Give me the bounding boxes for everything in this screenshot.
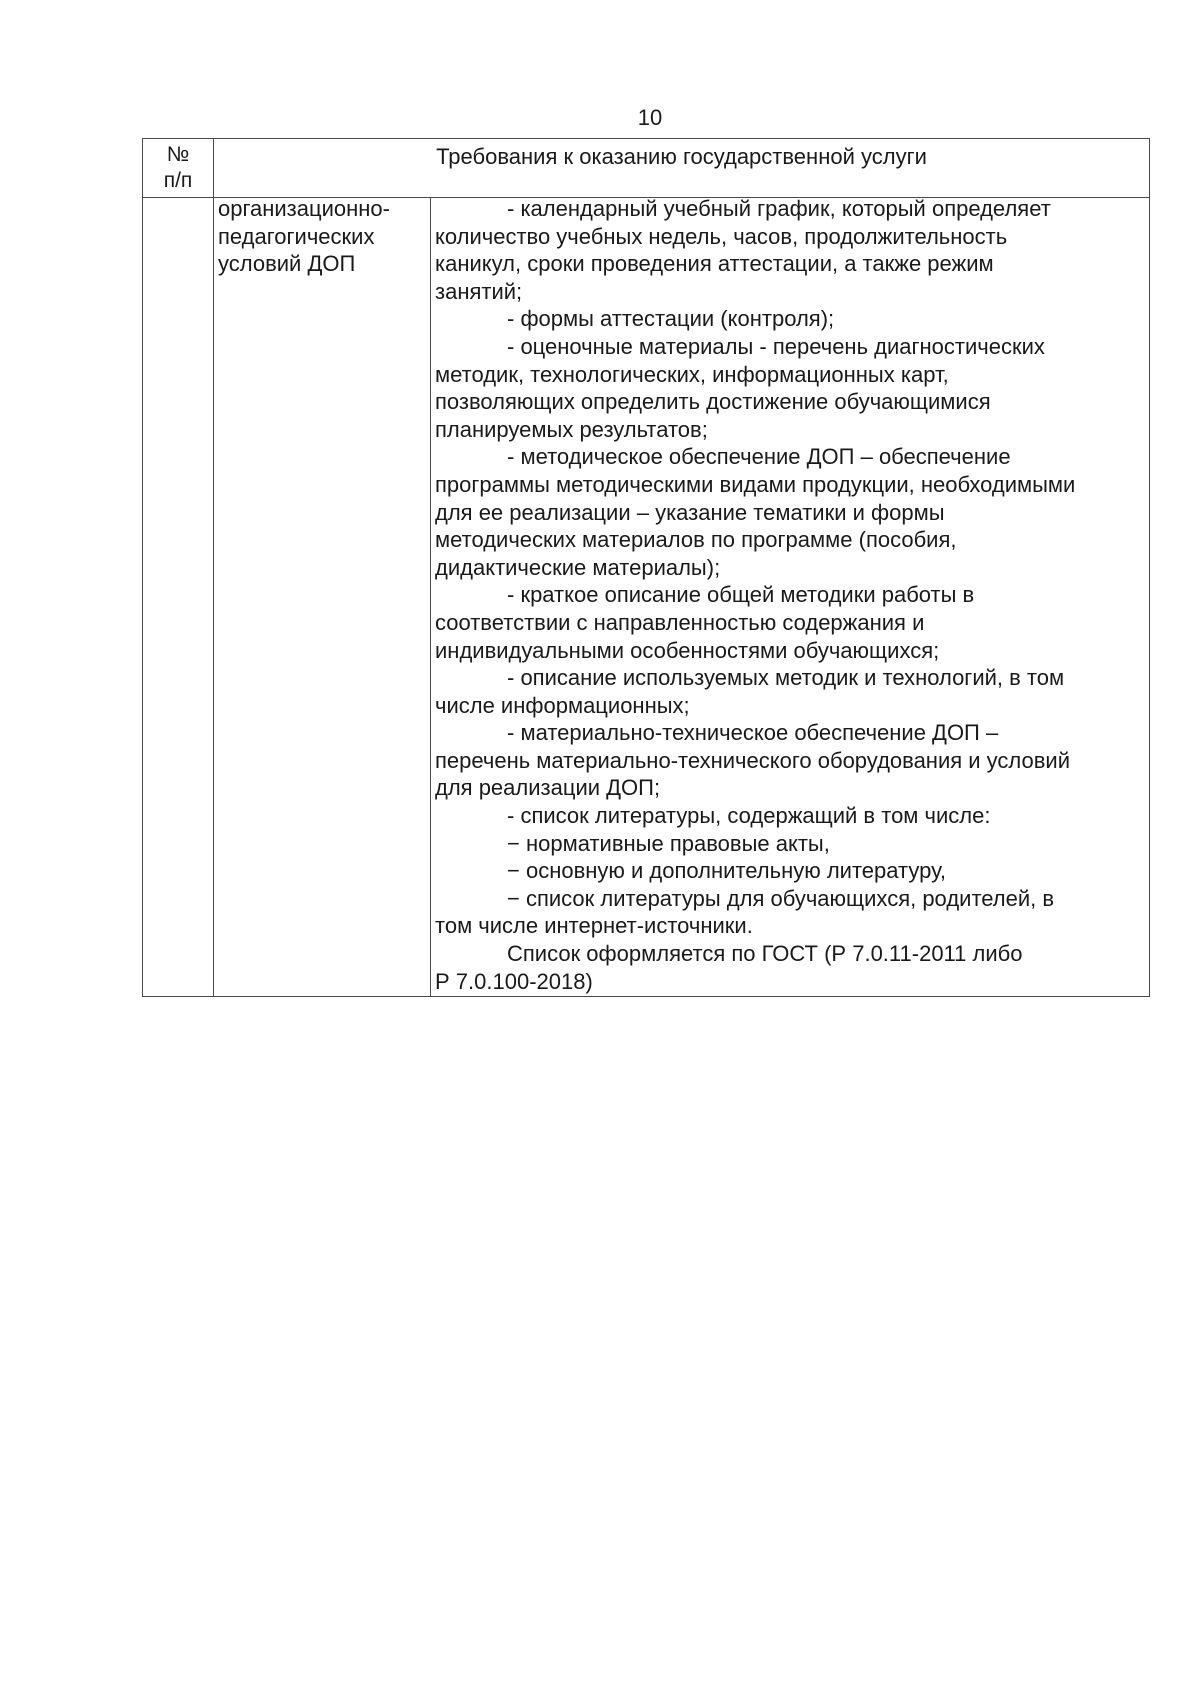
row-body-line: - методическое обеспечение ДОП – обеспечение bbox=[507, 444, 1011, 470]
row-body-line: том числе интернет-источники. bbox=[435, 913, 753, 939]
row-body-line: методических материалов по программе (пособия, bbox=[435, 527, 957, 553]
row-body-line: планируемых результатов; bbox=[435, 416, 708, 442]
row-body-line: соответствии с направленностью содержания и bbox=[435, 609, 925, 635]
header-title-cell: Требования к оказанию государственной услуги bbox=[436, 144, 927, 169]
row-body-line: перечень материально-технического оборудования и условий bbox=[435, 747, 1071, 773]
table-divider-vertical bbox=[430, 197, 431, 996]
row-body-line: - оценочные материалы - перечень диагностических bbox=[507, 333, 1045, 359]
row-body-line: методик, технологических, информационных карт, bbox=[435, 361, 949, 387]
header-number-cell bbox=[143, 139, 213, 194]
row-body-line: − список литературы для обучающихся, родителей, в bbox=[507, 885, 1055, 911]
row-body-line: числе информационных; bbox=[435, 692, 690, 718]
row-body-line: Р 7.0.100-2018) bbox=[435, 968, 593, 994]
row-body-line: − нормативные правовые акты, bbox=[507, 830, 830, 856]
row-body-line: дидактические материалы); bbox=[435, 554, 721, 580]
page-number: 10 bbox=[637, 105, 663, 130]
row-body-line: количество учебных недель, часов, продолжительность bbox=[435, 223, 1008, 249]
header-number-symbol: № bbox=[166, 143, 190, 166]
row-body-line: - список литературы, содержащий в том числе: bbox=[507, 803, 991, 829]
row-label-line: педагогических bbox=[218, 223, 375, 249]
row-body-line: - краткое описание общей методики работы в bbox=[507, 582, 975, 608]
row-body-line: позволяющих определить достижение обучающимися bbox=[435, 389, 991, 415]
row-label-cell bbox=[218, 195, 428, 278]
header-number-abbrev: п/п bbox=[163, 169, 193, 192]
table-divider-vertical bbox=[213, 139, 214, 996]
row-body-line: индивидуальными особенностями обучающихся; bbox=[435, 637, 940, 663]
row-body-line: Список оформляется по ГОСТ (Р 7.0.11-2011 либо bbox=[507, 941, 1023, 967]
row-body-cell bbox=[435, 195, 1147, 995]
row-body-line: занятий; bbox=[435, 278, 523, 304]
row-body-line: − основную и дополнительную литературу, bbox=[507, 858, 946, 884]
row-label-line: организационно- bbox=[218, 196, 390, 221]
row-body-line: программы методическими видами продукции, необходимыми bbox=[435, 471, 1076, 497]
row-body-line: - календарный учебный график, который определяет bbox=[507, 196, 1051, 221]
row-body-line: - материально-техническое обеспечение ДОП – bbox=[507, 720, 999, 746]
requirements-table bbox=[142, 138, 1150, 997]
row-body-line: для реализации ДОП; bbox=[435, 775, 661, 801]
row-body-line: каникул, сроки проведения аттестации, а также режим bbox=[435, 251, 994, 277]
row-body-line: для ее реализации – указание тематики и формы bbox=[435, 499, 945, 525]
row-label-line: условий ДОП bbox=[218, 251, 356, 277]
row-body-line: - формы аттестации (контроля); bbox=[507, 306, 835, 332]
row-body-line: - описание используемых методик и технологий, в том bbox=[507, 665, 1065, 691]
